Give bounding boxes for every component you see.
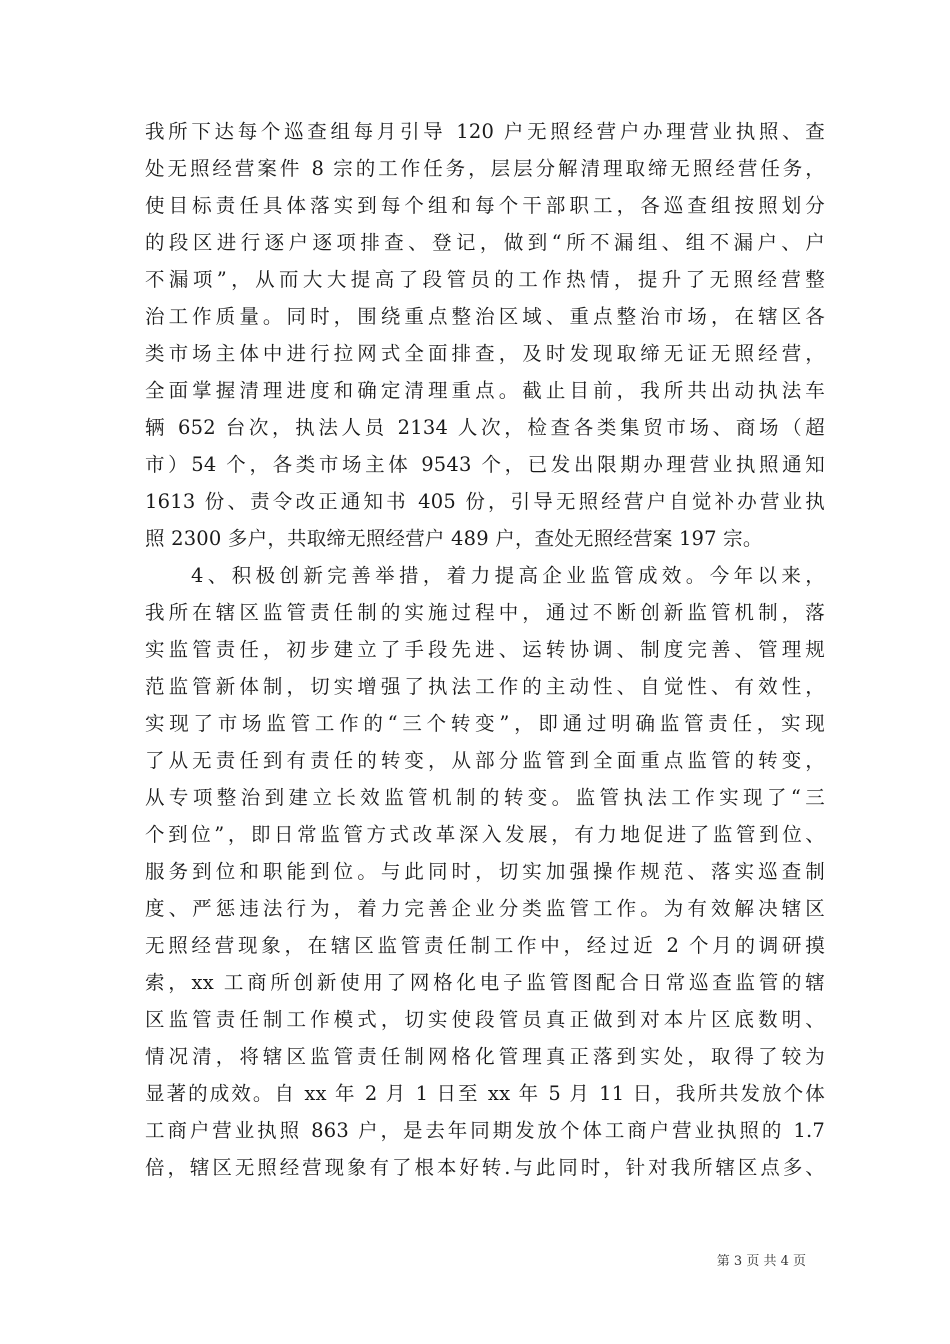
paragraph-end-line: 照 2300 多户，共取缔无照经营户 489 户，查处无照经营案 197 宗。 (145, 527, 763, 550)
text-line: 我所在辖区监管责任制的实施过程中，通过不断创新监管机制，落 (145, 601, 825, 624)
text-line: 情况清，将辖区监管责任制网格化管理真正落到实处，取得了较为 (145, 1045, 825, 1068)
text-line: 我所下达每个巡查组每月引导 120 户无照经营户办理营业执照、查 (145, 120, 825, 143)
text-line: 的段区进行逐户逐项排查、登记，做到“所不漏组、组不漏户、户 (145, 231, 825, 254)
text-line: 使目标责任具体落实到每个组和每个干部职工，各巡查组按照划分 (145, 194, 825, 217)
text-line: 了从无责任到有责任的转变，从部分监管到全面重点监管的转变， (145, 749, 825, 772)
text-line: 类市场主体中进行拉网式全面排查，及时发现取缔无证无照经营， (145, 342, 825, 365)
text-line: 范监管新体制，切实增强了执法工作的主动性、自觉性、有效性， (145, 675, 825, 698)
page-number-footer: 第 3 页 共 4 页 (716, 1254, 806, 1269)
text-line: 市）54 个，各类市场主体 9543 个，已发出限期办理营业执照通知 (145, 453, 825, 476)
text-line: 1613 份、责令改正通知书 405 份，引导无照经营户自觉补办营业执 (145, 490, 825, 513)
text-line: 不漏项”，从而大大提高了段管员的工作热情，提升了无照经营整 (145, 268, 825, 291)
text-line: 全面掌握清理进度和确定清理重点。截止目前，我所共出动执法车 (145, 379, 825, 402)
text-line: 倍，辖区无照经营现象有了根本好转.与此同时，针对我所辖区点多、 (145, 1156, 825, 1179)
body-text (145, 113, 825, 1186)
text-line: 度、严惩违法行为，着力完善企业分类监管工作。为有效解决辖区 (145, 897, 825, 920)
text-line: 处无照经营案件 8 宗的工作任务，层层分解清理取缔无照经营任务， (145, 157, 825, 180)
text-line: 从专项整治到建立长效监管机制的转变。监管执法工作实现了“三 (145, 786, 825, 809)
text-line: 实现了市场监管工作的“三个转变”，即通过明确监管责任，实现 (145, 712, 825, 735)
text-line: 个到位”，即日常监管方式改革深入发展，有力地促进了监管到位、 (145, 823, 825, 846)
text-line: 工商户营业执照 863 户，是去年同期发放个体工商户营业执照的 1.7 (145, 1119, 825, 1142)
text-line: 服务到位和职能到位。与此同时，切实加强操作规范、落实巡查制 (145, 860, 825, 883)
section-heading-line: 4、积极创新完善举措，着力提高企业监管成效。今年以来， (191, 564, 825, 587)
text-line: 治工作质量。同时，围绕重点整治区域、重点整治市场，在辖区各 (145, 305, 825, 328)
text-line: 辆 652 台次，执法人员 2134 人次，检查各类集贸市场、商场（超 (145, 416, 825, 439)
text-line: 显著的成效。自 xx 年 2 月 1 日至 xx 年 5 月 11 日，我所共发放个体 (145, 1082, 825, 1105)
text-line: 区监管责任制工作模式，切实使段管员真正做到对本片区底数明、 (145, 1008, 825, 1031)
text-line: 索，xx 工商所创新使用了网格化电子监管图配合日常巡查监管的辖 (145, 971, 825, 994)
text-line: 实监管责任，初步建立了手段先进、运转协调、制度完善、管理规 (145, 638, 825, 661)
text-line: 无照经营现象，在辖区监管责任制工作中，经过近 2 个月的调研摸 (145, 934, 825, 957)
